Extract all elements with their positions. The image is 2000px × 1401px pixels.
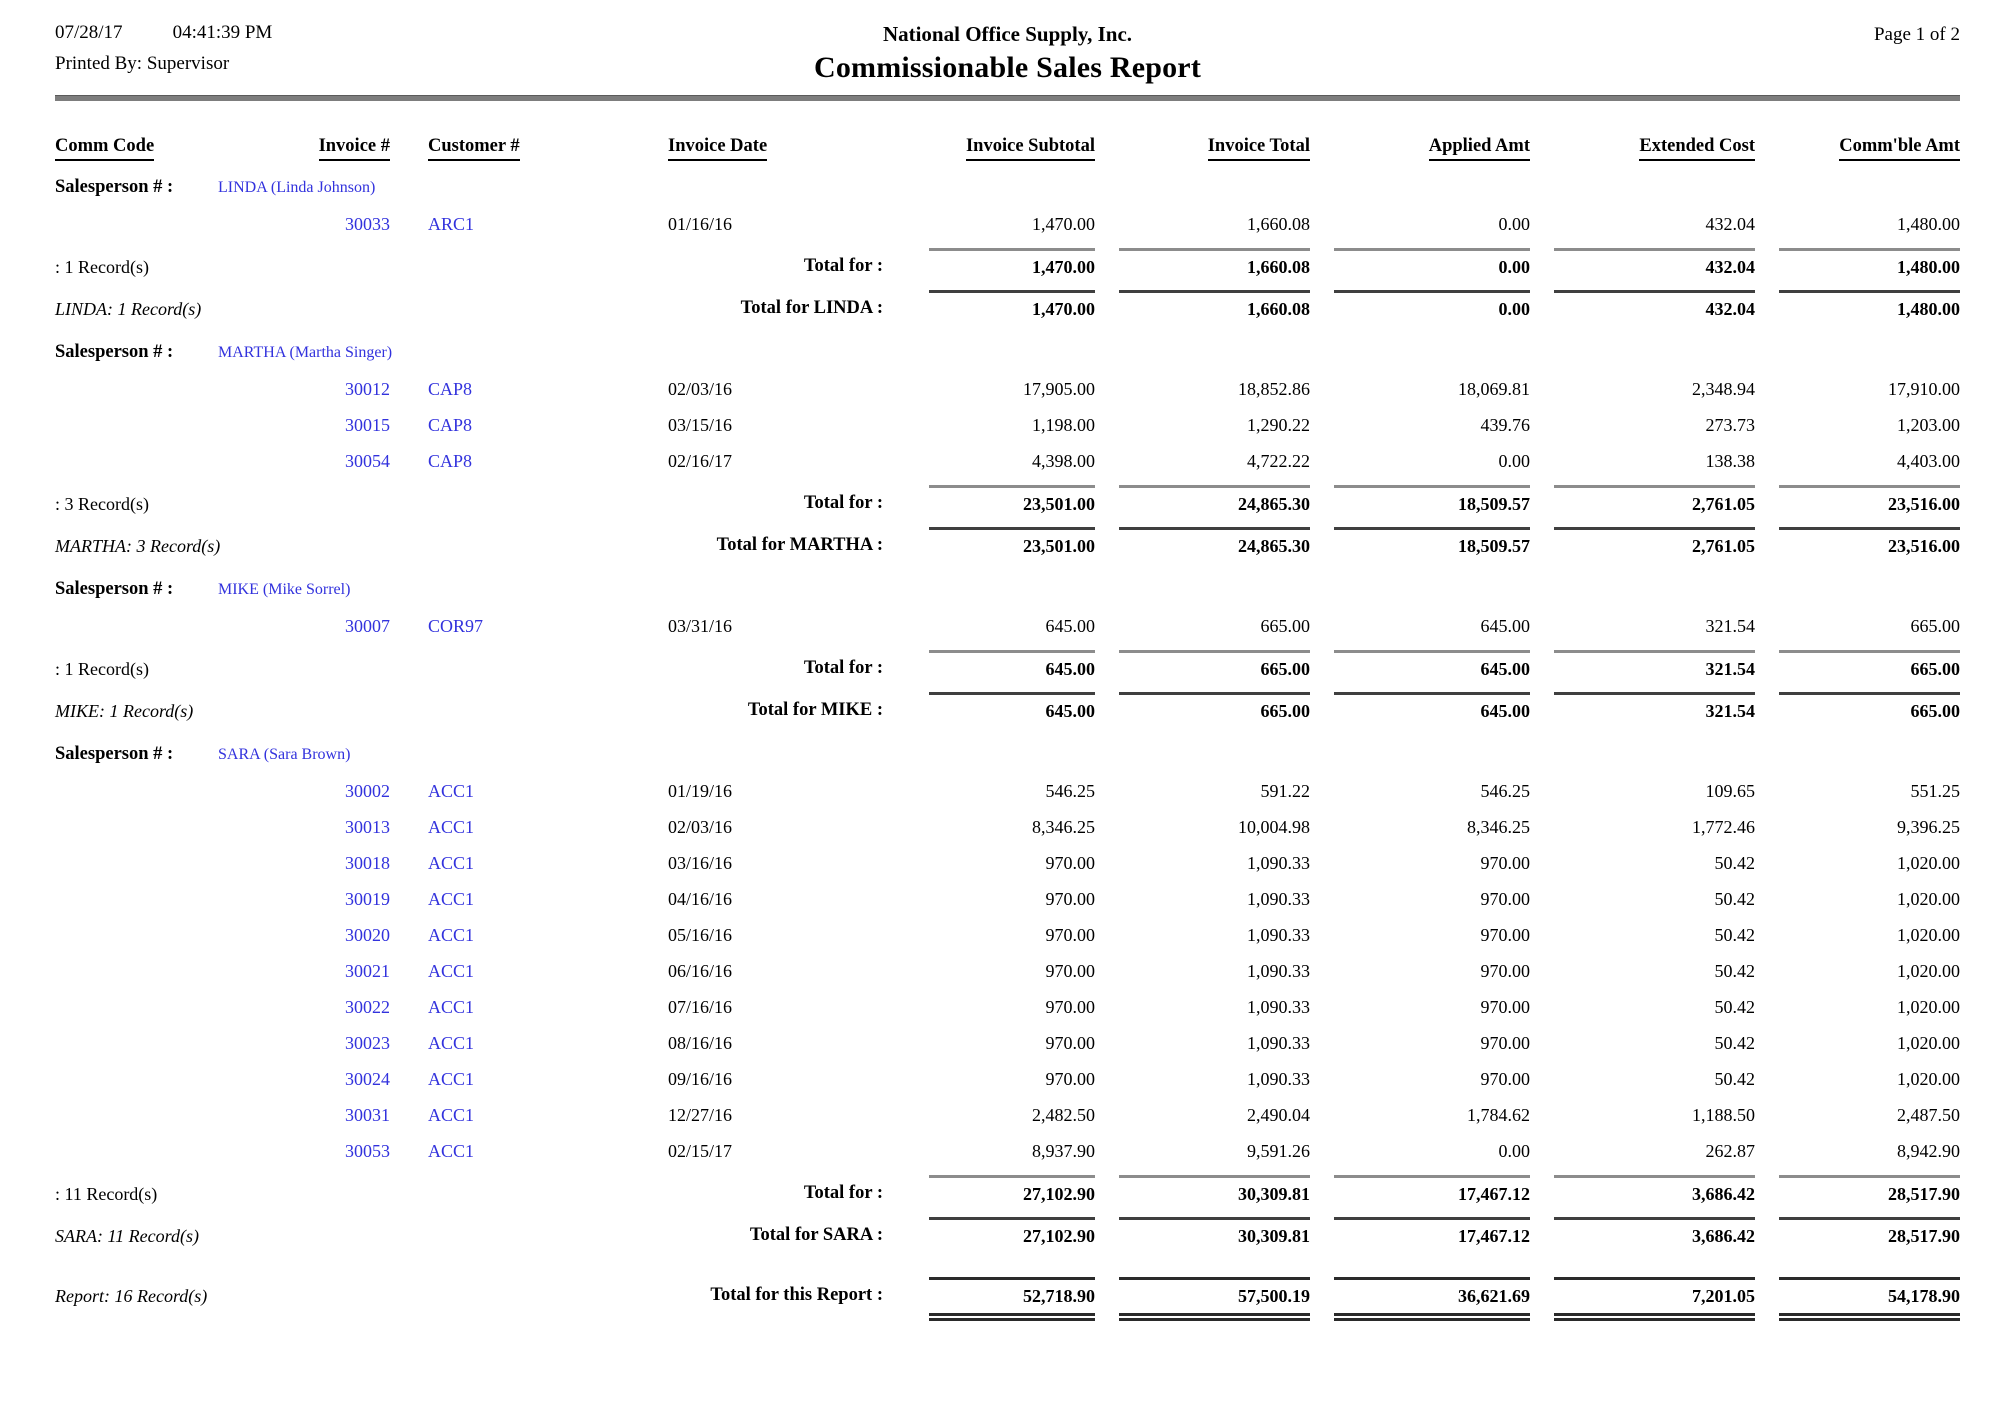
invoice-total: 1,090.33 — [1247, 852, 1310, 873]
invoice-number-link[interactable]: 30022 — [345, 996, 390, 1017]
extended-cost: 273.73 — [1705, 414, 1755, 435]
invoice-number-link[interactable]: 30015 — [345, 414, 390, 435]
column-header-row — [55, 117, 1960, 167]
col-header-customer-number: Customer # — [428, 136, 520, 161]
invoice-date: 03/31/16 — [668, 615, 733, 636]
group-total-label: Total for : — [803, 493, 883, 513]
salesperson-total-row — [55, 1217, 1960, 1259]
salesperson-total-commble-amt: 1,480.00 — [1779, 290, 1960, 324]
invoice-date: 03/16/16 — [668, 852, 733, 873]
customer-number-link[interactable]: COR97 — [428, 615, 484, 636]
invoice-subtotal: 8,937.90 — [1032, 1140, 1095, 1161]
col-header-extended-cost: Extended Cost — [1639, 136, 1755, 161]
applied-amt: 970.00 — [1480, 996, 1530, 1017]
customer-number-link[interactable]: ACC1 — [428, 888, 475, 909]
invoice-number-link[interactable]: 30012 — [345, 378, 390, 399]
salesperson-total-commble-amt: 28,517.90 — [1779, 1217, 1960, 1251]
invoice-total: 665.00 — [1260, 615, 1310, 636]
invoice-number-link[interactable]: 30002 — [345, 780, 390, 801]
commble-amt: 1,480.00 — [1897, 213, 1960, 234]
invoice-subtotal: 2,482.50 — [1032, 1104, 1095, 1125]
group-total-extended-cost: 2,761.05 — [1554, 485, 1755, 519]
salesperson-total-extended-cost: 321.54 — [1554, 692, 1755, 726]
invoice-total: 4,722.22 — [1247, 450, 1310, 471]
commble-amt: 665.00 — [1910, 615, 1960, 636]
col-header-comm-code: Comm Code — [55, 136, 154, 161]
commble-amt: 1,020.00 — [1897, 924, 1960, 945]
commble-amt: 1,020.00 — [1897, 888, 1960, 909]
invoice-number-link[interactable]: 30018 — [345, 852, 390, 873]
applied-amt: 970.00 — [1480, 960, 1530, 981]
invoice-subtotal: 970.00 — [1045, 924, 1095, 945]
commble-amt: 1,020.00 — [1897, 852, 1960, 873]
salesperson-header — [55, 334, 1960, 371]
invoice-total: 1,090.33 — [1247, 1068, 1310, 1089]
group-total-commble-amt: 1,480.00 — [1779, 248, 1960, 282]
col-header-invoice-date: Invoice Date — [668, 136, 767, 161]
applied-amt: 546.25 — [1480, 780, 1530, 801]
invoice-date: 06/16/16 — [668, 960, 733, 981]
invoice-number-link[interactable]: 30023 — [345, 1032, 390, 1053]
extended-cost: 50.42 — [1714, 852, 1755, 873]
print-date: 07/28/17 — [55, 22, 123, 43]
invoice-subtotal: 645.00 — [1045, 615, 1095, 636]
invoice-date: 03/15/16 — [668, 414, 733, 435]
group-total-label: Total for : — [803, 256, 883, 276]
invoice-subtotal: 970.00 — [1045, 888, 1095, 909]
invoice-row — [55, 206, 1960, 242]
customer-number-link[interactable]: CAP8 — [428, 414, 473, 435]
applied-amt: 0.00 — [1498, 213, 1530, 234]
group-total-applied-amt: 0.00 — [1334, 248, 1530, 282]
invoice-row — [55, 845, 1960, 881]
invoice-subtotal: 1,470.00 — [1032, 213, 1095, 234]
commble-amt: 1,020.00 — [1897, 1032, 1960, 1053]
invoice-subtotal: 970.00 — [1045, 996, 1095, 1017]
invoice-row — [55, 1025, 1960, 1061]
commble-amt: 1,020.00 — [1897, 996, 1960, 1017]
group-total-applied-amt: 17,467.12 — [1334, 1175, 1530, 1209]
group-total-invoice-subtotal: 1,470.00 — [929, 248, 1095, 282]
invoice-number-link[interactable]: 30033 — [345, 213, 390, 234]
extended-cost: 50.42 — [1714, 996, 1755, 1017]
invoice-total: 591.22 — [1260, 780, 1310, 801]
invoice-total: 1,660.08 — [1247, 213, 1310, 234]
commble-amt: 9,396.25 — [1897, 816, 1960, 837]
group-rows — [55, 371, 1960, 479]
salesperson-total-invoice-total: 24,865.30 — [1119, 527, 1310, 561]
salesperson-records-count: SARA: 11 Record(s) — [55, 1226, 199, 1246]
invoice-number-link[interactable]: 30024 — [345, 1068, 390, 1089]
group-total-invoice-subtotal: 645.00 — [929, 650, 1095, 684]
group-total-invoice-total: 30,309.81 — [1119, 1175, 1310, 1209]
invoice-row — [55, 371, 1960, 407]
extended-cost: 50.42 — [1714, 1068, 1755, 1089]
salesperson-total-label: Total for LINDA : — [740, 298, 883, 318]
salesperson-total-label: Total for MIKE : — [747, 700, 883, 720]
customer-number-link[interactable]: ACC1 — [428, 1140, 475, 1161]
salesperson-records-count: LINDA: 1 Record(s) — [55, 299, 202, 319]
customer-number-link[interactable]: CAP8 — [428, 378, 473, 399]
invoice-date: 12/27/16 — [668, 1104, 733, 1125]
salesperson-name-link[interactable]: LINDA (Linda Johnson) — [218, 178, 376, 196]
group-records-count: : 3 Record(s) — [55, 494, 149, 514]
group-total-extended-cost: 432.04 — [1554, 248, 1755, 282]
col-header-applied-amt: Applied Amt — [1429, 136, 1530, 161]
commble-amt: 4,403.00 — [1897, 450, 1960, 471]
commble-amt: 1,203.00 — [1897, 414, 1960, 435]
applied-amt: 0.00 — [1498, 450, 1530, 471]
commble-amt: 8,942.90 — [1897, 1140, 1960, 1161]
invoice-total: 1,290.22 — [1247, 414, 1310, 435]
extended-cost: 138.38 — [1705, 450, 1755, 471]
customer-number-link[interactable]: ARC1 — [428, 213, 475, 234]
page-header — [55, 22, 1960, 85]
invoice-subtotal: 1,198.00 — [1032, 414, 1095, 435]
company-name: National Office Supply, Inc. — [882, 22, 1133, 46]
group-total-invoice-total: 1,660.08 — [1119, 248, 1310, 282]
applied-amt: 970.00 — [1480, 852, 1530, 873]
applied-amt: 970.00 — [1480, 1032, 1530, 1053]
header-rule — [55, 95, 1960, 101]
salesperson-total-extended-cost: 432.04 — [1554, 290, 1755, 324]
salesperson-total-row — [55, 527, 1960, 569]
invoice-subtotal: 4,398.00 — [1032, 450, 1095, 471]
group-total-label: Total for : — [803, 1183, 883, 1203]
report-body — [55, 169, 1960, 1259]
invoice-row — [55, 881, 1960, 917]
invoice-number-link[interactable]: 30013 — [345, 816, 390, 837]
applied-amt: 439.76 — [1480, 414, 1530, 435]
invoice-subtotal: 17,905.00 — [1023, 378, 1095, 399]
commble-amt: 2,487.50 — [1897, 1104, 1960, 1125]
col-header-invoice-number: Invoice # — [319, 136, 390, 161]
salesperson-records-count: MIKE: 1 Record(s) — [55, 701, 194, 721]
salesperson-header — [55, 169, 1960, 206]
extended-cost: 50.42 — [1714, 960, 1755, 981]
salesperson-total-commble-amt: 665.00 — [1779, 692, 1960, 726]
extended-cost: 432.04 — [1705, 213, 1755, 234]
invoice-row — [55, 773, 1960, 809]
salesperson-label: Salesperson # : — [55, 579, 174, 599]
customer-number-link[interactable]: ACC1 — [428, 1068, 475, 1089]
extended-cost: 50.42 — [1714, 1032, 1755, 1053]
salesperson-total-invoice-subtotal: 27,102.90 — [929, 1217, 1095, 1251]
invoice-row — [55, 953, 1960, 989]
extended-cost: 262.87 — [1705, 1140, 1755, 1161]
invoice-total: 1,090.33 — [1247, 996, 1310, 1017]
salesperson-name-link[interactable]: MARTHA (Martha Singer) — [218, 343, 393, 361]
invoice-number-link[interactable]: 30020 — [345, 924, 390, 945]
invoice-date: 08/16/16 — [668, 1032, 733, 1053]
salesperson-total-extended-cost: 3,686.42 — [1554, 1217, 1755, 1251]
invoice-row — [55, 809, 1960, 845]
salesperson-total-commble-amt: 23,516.00 — [1779, 527, 1960, 561]
applied-amt: 970.00 — [1480, 924, 1530, 945]
extended-cost: 1,188.50 — [1692, 1104, 1755, 1125]
salesperson-total-invoice-subtotal: 645.00 — [929, 692, 1095, 726]
invoice-total: 2,490.04 — [1247, 1104, 1310, 1125]
extended-cost: 321.54 — [1705, 615, 1755, 636]
invoice-date: 02/03/16 — [668, 378, 733, 399]
commble-amt: 551.25 — [1910, 780, 1960, 801]
group-total-invoice-subtotal: 23,501.00 — [929, 485, 1095, 519]
group-total-invoice-total: 665.00 — [1119, 650, 1310, 684]
salesperson-total-invoice-total: 665.00 — [1119, 692, 1310, 726]
invoice-date: 01/19/16 — [668, 780, 733, 801]
salesperson-total-invoice-subtotal: 1,470.00 — [929, 290, 1095, 324]
invoice-subtotal: 970.00 — [1045, 1032, 1095, 1053]
col-header-invoice-total: Invoice Total — [1208, 136, 1310, 161]
printed-by: Printed By: Supervisor — [55, 53, 230, 74]
invoice-total: 1,090.33 — [1247, 960, 1310, 981]
group-rows — [55, 773, 1960, 1169]
invoice-number-link[interactable]: 30007 — [345, 615, 390, 636]
salesperson-total-row — [55, 692, 1960, 734]
invoice-date: 05/16/16 — [668, 924, 733, 945]
invoice-row — [55, 608, 1960, 644]
group-total-row — [55, 650, 1960, 692]
report-total-invoice-subtotal: 52,718.90 — [929, 1277, 1095, 1321]
group-records-count: : 1 Record(s) — [55, 257, 149, 277]
salesperson-header — [55, 736, 1960, 773]
invoice-number-link[interactable]: 30053 — [345, 1140, 390, 1161]
invoice-total: 1,090.33 — [1247, 1032, 1310, 1053]
invoice-date: 02/03/16 — [668, 816, 733, 837]
print-time: 04:41:39 PM — [172, 22, 273, 43]
group-rows — [55, 206, 1960, 242]
invoice-total: 10,004.98 — [1238, 816, 1310, 837]
group-total-label: Total for : — [803, 658, 883, 678]
invoice-number-link[interactable]: 30021 — [345, 960, 390, 981]
group-rows — [55, 608, 1960, 644]
report-total-row — [55, 1277, 1960, 1333]
col-header-commble-amt: Comm'ble Amt — [1839, 136, 1960, 161]
invoice-row — [55, 989, 1960, 1025]
salesperson-name-link[interactable]: SARA (Sara Brown) — [218, 745, 351, 763]
group-total-applied-amt: 18,509.57 — [1334, 485, 1530, 519]
report-total-extended-cost: 7,201.05 — [1554, 1277, 1755, 1321]
invoice-date: 07/16/16 — [668, 996, 733, 1017]
report-heading — [485, 22, 1530, 85]
invoice-date: 02/16/17 — [668, 450, 733, 471]
invoice-date: 09/16/16 — [668, 1068, 733, 1089]
salesperson-label: Salesperson # : — [55, 177, 174, 197]
invoice-total: 1,090.33 — [1247, 888, 1310, 909]
group-total-invoice-subtotal: 27,102.90 — [929, 1175, 1095, 1209]
report-total-applied-amt: 36,621.69 — [1334, 1277, 1530, 1321]
customer-number-link[interactable]: ACC1 — [428, 780, 475, 801]
extended-cost: 50.42 — [1714, 888, 1755, 909]
invoice-total: 1,090.33 — [1247, 924, 1310, 945]
invoice-row — [55, 1097, 1960, 1133]
salesperson-total-extended-cost: 2,761.05 — [1554, 527, 1755, 561]
customer-number-link[interactable]: ACC1 — [428, 816, 475, 837]
invoice-number-link[interactable]: 30054 — [345, 450, 390, 471]
group-total-row — [55, 248, 1960, 290]
group-records-count: : 1 Record(s) — [55, 659, 149, 679]
invoice-subtotal: 970.00 — [1045, 1068, 1095, 1089]
customer-number-link[interactable]: ACC1 — [428, 996, 475, 1017]
extended-cost: 109.65 — [1705, 780, 1755, 801]
salesperson-records-count: MARTHA: 3 Record(s) — [55, 536, 221, 556]
salesperson-total-applied-amt: 18,509.57 — [1334, 527, 1530, 561]
invoice-row — [55, 1061, 1960, 1097]
applied-amt: 8,346.25 — [1467, 816, 1530, 837]
applied-amt: 0.00 — [1498, 1140, 1530, 1161]
report-total-commble-amt: 54,178.90 — [1779, 1277, 1960, 1321]
invoice-subtotal: 546.25 — [1045, 780, 1095, 801]
invoice-subtotal: 8,346.25 — [1032, 816, 1095, 837]
salesperson-total-label: Total for MARTHA : — [716, 535, 883, 555]
salesperson-total-invoice-total: 1,660.08 — [1119, 290, 1310, 324]
salesperson-total-applied-amt: 645.00 — [1334, 692, 1530, 726]
customer-number-link[interactable]: ACC1 — [428, 1032, 475, 1053]
salesperson-label: Salesperson # : — [55, 342, 174, 362]
applied-amt: 645.00 — [1480, 615, 1530, 636]
invoice-row — [55, 443, 1960, 479]
salesperson-label: Salesperson # : — [55, 744, 174, 764]
commble-amt: 1,020.00 — [1897, 960, 1960, 981]
col-header-invoice-subtotal: Invoice Subtotal — [966, 136, 1095, 161]
salesperson-header — [55, 571, 1960, 608]
customer-number-link[interactable]: ACC1 — [428, 924, 475, 945]
customer-number-link[interactable]: CAP8 — [428, 450, 473, 471]
applied-amt: 18,069.81 — [1458, 378, 1530, 399]
salesperson-total-invoice-total: 30,309.81 — [1119, 1217, 1310, 1251]
report-total-invoice-total: 57,500.19 — [1119, 1277, 1310, 1321]
invoice-total: 9,591.26 — [1247, 1140, 1310, 1161]
invoice-number-link[interactable]: 30031 — [345, 1104, 390, 1125]
salesperson-total-invoice-subtotal: 23,501.00 — [929, 527, 1095, 561]
extended-cost: 2,348.94 — [1692, 378, 1755, 399]
report-records-count: Report: 16 Record(s) — [55, 1286, 208, 1306]
customer-number-link[interactable]: ACC1 — [428, 960, 475, 981]
extended-cost: 1,772.46 — [1692, 816, 1755, 837]
invoice-row — [55, 917, 1960, 953]
group-total-extended-cost: 3,686.42 — [1554, 1175, 1755, 1209]
group-total-commble-amt: 665.00 — [1779, 650, 1960, 684]
group-total-invoice-total: 24,865.30 — [1119, 485, 1310, 519]
customer-number-link[interactable]: ACC1 — [428, 852, 475, 873]
invoice-row — [55, 407, 1960, 443]
salesperson-total-label: Total for SARA : — [749, 1225, 883, 1245]
salesperson-total-applied-amt: 17,467.12 — [1334, 1217, 1530, 1251]
invoice-row — [55, 1133, 1960, 1169]
invoice-date: 02/15/17 — [668, 1140, 733, 1161]
page-number: Page 1 of 2 — [1873, 24, 1960, 45]
invoice-total: 18,852.86 — [1238, 378, 1310, 399]
invoice-subtotal: 970.00 — [1045, 852, 1095, 873]
group-records-count: : 11 Record(s) — [55, 1184, 158, 1204]
applied-amt: 970.00 — [1480, 1068, 1530, 1089]
group-total-row — [55, 485, 1960, 527]
print-info — [55, 22, 485, 75]
commble-amt: 1,020.00 — [1897, 1068, 1960, 1089]
invoice-date: 04/16/16 — [668, 888, 733, 909]
salesperson-total-applied-amt: 0.00 — [1334, 290, 1530, 324]
group-total-commble-amt: 23,516.00 — [1779, 485, 1960, 519]
commble-amt: 17,910.00 — [1888, 378, 1960, 399]
group-total-applied-amt: 645.00 — [1334, 650, 1530, 684]
report-total-label: Total for this Report : — [710, 1285, 883, 1305]
salesperson-total-row — [55, 290, 1960, 332]
extended-cost: 50.42 — [1714, 924, 1755, 945]
page-title: Commissionable Sales Report — [813, 51, 1202, 84]
invoice-number-link[interactable]: 30019 — [345, 888, 390, 909]
group-total-row — [55, 1175, 1960, 1217]
applied-amt: 970.00 — [1480, 888, 1530, 909]
group-total-extended-cost: 321.54 — [1554, 650, 1755, 684]
applied-amt: 1,784.62 — [1467, 1104, 1530, 1125]
invoice-date: 01/16/16 — [668, 213, 733, 234]
customer-number-link[interactable]: ACC1 — [428, 1104, 475, 1125]
salesperson-name-link[interactable]: MIKE (Mike Sorrel) — [218, 580, 351, 598]
group-total-commble-amt: 28,517.90 — [1779, 1175, 1960, 1209]
invoice-subtotal: 970.00 — [1045, 960, 1095, 981]
